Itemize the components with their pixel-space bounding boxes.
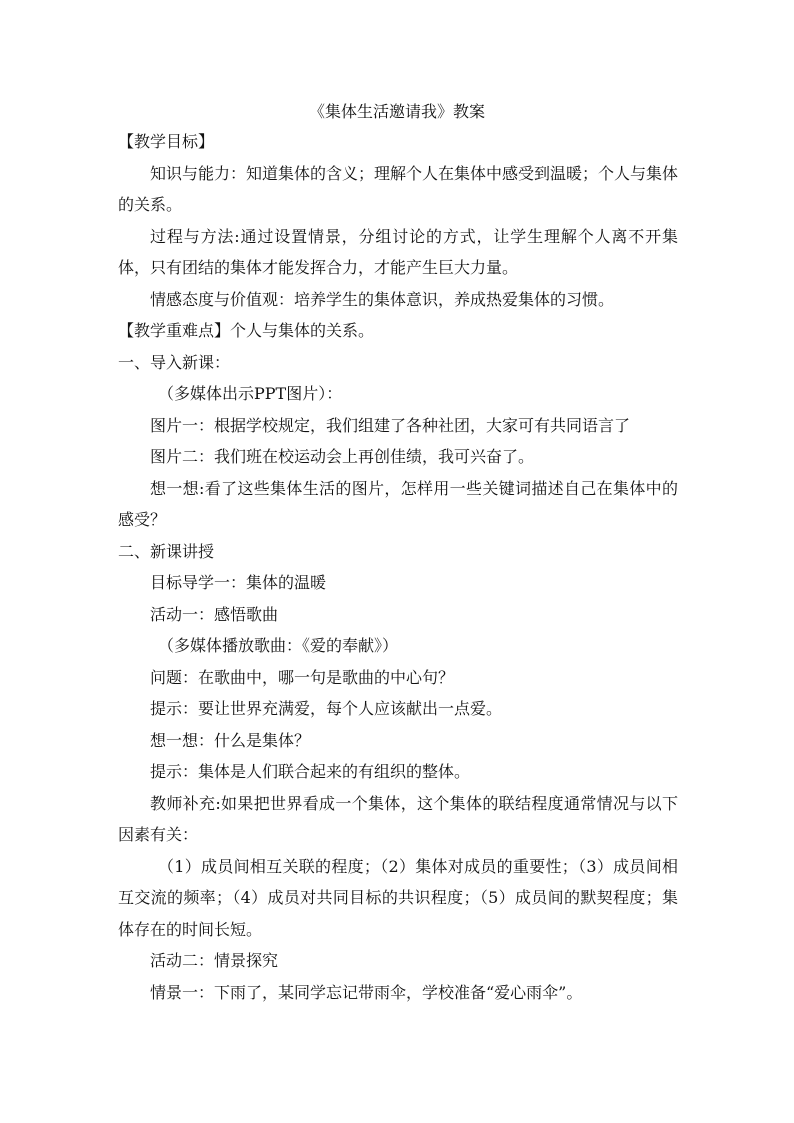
paragraph-activity-one: 活动一：感悟歌曲 — [150, 604, 279, 624]
paragraph-goal-one: 目标导学一：集体的温暖 — [150, 573, 327, 592]
paragraph-ppt: （多媒体出示PPT图片）： — [158, 384, 343, 403]
section-heading-objectives: 【教学目标】 — [118, 132, 215, 151]
paragraph-activity-two: 活动二：情景探究 — [150, 951, 279, 970]
paragraph-scenario-one: 情景一：下雨了，某同学忘记带雨伞，学校准备“爱心雨伞”。 — [150, 982, 583, 1002]
paragraph-think-one: 想一想:看了这些集体生活的图片，怎样用一些关键词描述自己在集体中的感受？ — [118, 478, 678, 529]
document-title: 《集体生活邀请我》教案 — [308, 102, 485, 121]
paragraph-think-two: 想一想：什么是集体？ — [150, 730, 311, 750]
paragraph-picture-one: 图片一：根据学校规定，我们组建了各种社团，大家可有共同语言了 — [150, 415, 631, 435]
paragraph-question: 问题：在歌曲中，哪一句是歌曲的中心句？ — [150, 667, 455, 687]
paragraph-process: 过程与方法:通过设置情景，分组讨论的方式，让学生理解个人离不开集体，只有团结的集体才能发挥合力，才能产生巨大力量。 — [118, 226, 678, 277]
paragraph-attitude: 情感态度与价值观：培养学生的集体意识，养成热爱集体的习惯。 — [150, 289, 615, 309]
section-heading-keypoints: 【教学重难点】个人与集体的关系。 — [118, 321, 375, 340]
paragraph-factors: （1）成员间相互关联的程度；（2）集体对成员的重要性；（3）成员间相互交流的频率；（4）成员对共同目标的共识程度；（5）成员间的默契程度；集体存在的时间长短。 — [118, 856, 678, 939]
document-body — [118, 126, 678, 1008]
paragraph-song: （多媒体播放歌曲：《爱的奉献》） — [158, 636, 399, 655]
paragraph-teacher-note: 教师补充:如果把世界看成一个集体，这个集体的联结程度通常情况与以下因素有关： — [118, 793, 678, 844]
paragraph-hint-one: 提示：要让世界充满爱，每个人应该献出一点爱。 — [150, 699, 503, 718]
section-heading-intro: 一、导入新课： — [118, 352, 231, 372]
paragraph-picture-two: 图片二：我们班在校运动会上再创佳绩，我可兴奋了。 — [150, 447, 535, 466]
paragraph-knowledge: 知识与能力：知道集体的含义；理解个人在集体中感受到温暖；个人与集体的关系。 — [118, 163, 679, 214]
section-heading-new-lesson: 二、新课讲授 — [118, 541, 215, 561]
paragraph-hint-two: 提示：集体是人们联合起来的有组织的整体。 — [150, 762, 471, 781]
